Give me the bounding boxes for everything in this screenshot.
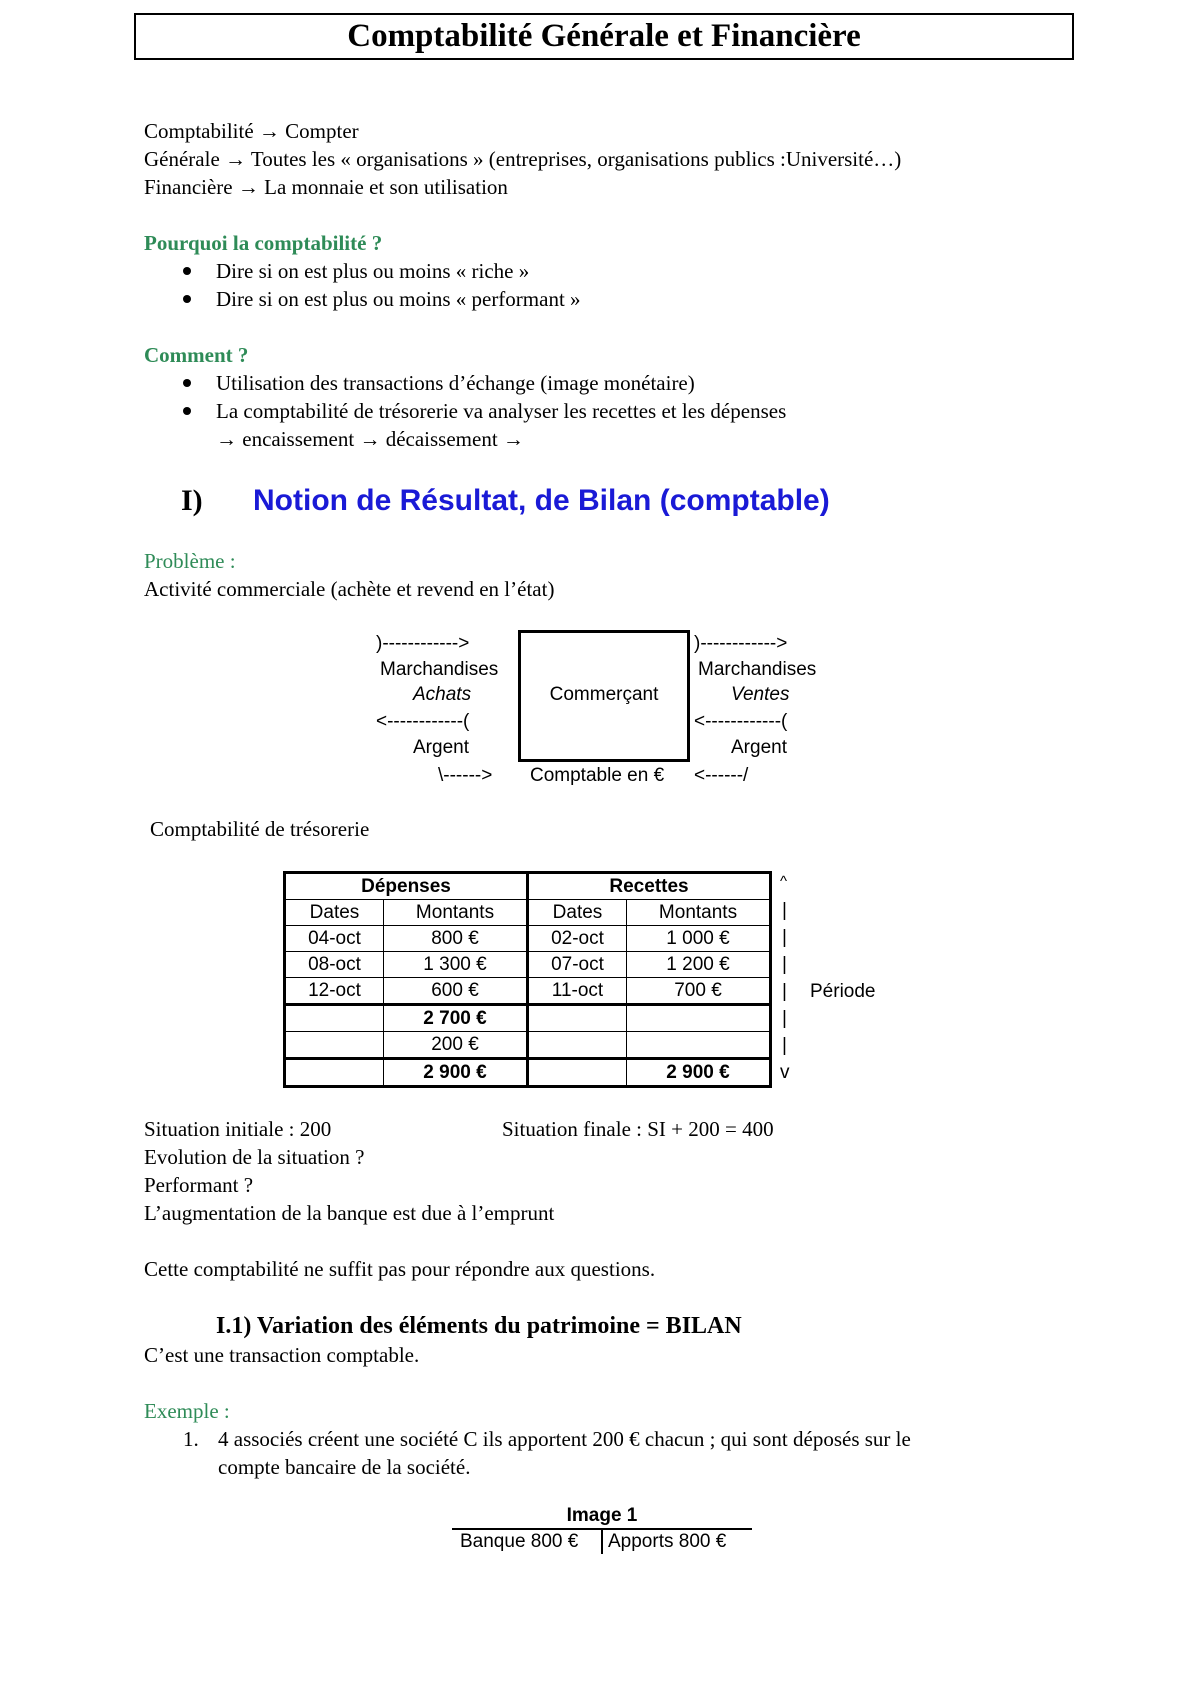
diagram-right-arrow-mid: <------------( <box>694 711 788 732</box>
periode-bar: | <box>782 954 787 975</box>
bullet-icon <box>183 379 191 387</box>
situation-finale: Situation finale : SI + 200 = 400 <box>502 1117 774 1141</box>
header-depenses: Dépenses <box>285 873 528 900</box>
diagram-right-arrow-bottom: <------/ <box>694 765 749 786</box>
cell-total-depenses: 2 700 € <box>384 1005 528 1032</box>
augmentation-text: L’augmentation de la banque est due à l’emprunt <box>144 1201 555 1225</box>
intro-line-1: Comptabilité → Compter <box>144 119 359 143</box>
subsection-title: I.1) Variation des éléments du patrimoine = BILAN <box>216 1313 742 1339</box>
cell-total-final-recettes: 2 900 € <box>627 1059 771 1087</box>
periode-label: Période <box>810 981 876 1002</box>
cell-date: 04-oct <box>285 926 384 952</box>
commercant-label: Commerçant <box>549 684 659 705</box>
exemple-line-1: 4 associés créent une société C ils apportent 200 € chacun ; qui sont déposés sur le <box>218 1427 911 1451</box>
cell-empty <box>627 1005 771 1032</box>
table-row <box>285 1005 771 1032</box>
cell-montant: 600 € <box>384 978 528 1005</box>
periode-bar: | <box>782 1035 787 1056</box>
cell-empty <box>285 1005 384 1032</box>
exemple-label: Exemple : <box>144 1399 230 1423</box>
periode-arrow-bottom: v <box>780 1062 790 1083</box>
evolution-question: Evolution de la situation ? <box>144 1145 365 1169</box>
periode-bar: | <box>782 927 787 948</box>
cell-empty <box>528 1005 627 1032</box>
comment-item-2: La comptabilité de trésorerie va analyser les recettes et les dépenses <box>216 399 787 423</box>
cell-total-final-depenses: 2 900 € <box>384 1059 528 1087</box>
pourquoi-item-2: Dire si on est plus ou moins « performant » <box>216 287 581 311</box>
cell-date: 08-oct <box>285 952 384 978</box>
probleme-label: Problème : <box>144 549 236 573</box>
diagram-left-arrow-bottom: \------> <box>438 765 493 786</box>
diagram-right-label-1: Marchandises <box>698 659 817 680</box>
subheader-montants: Montants <box>384 900 528 926</box>
table-row <box>285 978 771 1005</box>
cell-date: 11-oct <box>528 978 627 1005</box>
intro-line-3: Financière → La monnaie et son utilisation <box>144 175 508 199</box>
conclusion-text: Cette comptabilité ne suffit pas pour répondre aux questions. <box>144 1257 656 1281</box>
exemple-number: 1. <box>183 1427 199 1451</box>
diagram-left-arrow-mid: <------------( <box>376 711 470 732</box>
comment-heading: Comment ? <box>144 343 249 367</box>
image1-title: Image 1 <box>566 1505 638 1526</box>
bullet-icon <box>183 407 191 415</box>
t-account-divider <box>601 1530 603 1554</box>
diagram-left-label-1: Marchandises <box>380 659 499 680</box>
table-row <box>285 952 771 978</box>
table-row <box>285 1059 771 1087</box>
cell-empty <box>528 1032 627 1059</box>
situation-initiale: Situation initiale : 200 <box>144 1117 332 1141</box>
pourquoi-item-1: Dire si on est plus ou moins « riche » <box>216 259 530 283</box>
comment-continuation: → encaissement → décaissement → <box>216 427 524 451</box>
diagram-left-label-3: Argent <box>413 737 469 758</box>
cell-empty <box>528 1059 627 1087</box>
cell-montant: 1 300 € <box>384 952 528 978</box>
cell-date: 07-oct <box>528 952 627 978</box>
tresorerie-label: Comptabilité de trésorerie <box>150 817 370 841</box>
periode-arrow-top: ^ <box>780 873 788 890</box>
t-account-left: Banque 800 € <box>460 1531 579 1552</box>
periode-bar: | <box>782 981 787 1002</box>
header-recettes: Recettes <box>528 873 771 900</box>
cell-montant: 700 € <box>627 978 771 1005</box>
periode-bar: | <box>782 900 787 921</box>
t-account-right: Apports 800 € <box>608 1531 727 1552</box>
cell-empty <box>285 1032 384 1059</box>
table-row <box>285 1032 771 1059</box>
document-title: Comptabilité Générale et Financière <box>134 13 1074 60</box>
performant-question: Performant ? <box>144 1173 254 1197</box>
cell-solde: 200 € <box>384 1032 528 1059</box>
cell-montant: 800 € <box>384 926 528 952</box>
probleme-text: Activité commerciale (achète et revend en l’état) <box>144 577 555 601</box>
subsection-text: C’est une transaction comptable. <box>144 1343 420 1367</box>
bullet-icon <box>183 267 191 275</box>
cell-montant: 1 000 € <box>627 926 771 952</box>
bullet-icon <box>183 295 191 303</box>
subheader-dates: Dates <box>528 900 627 926</box>
cell-date: 02-oct <box>528 926 627 952</box>
cell-empty <box>627 1032 771 1059</box>
diagram-right-arrow-top: )------------> <box>694 633 788 654</box>
periode-bar: | <box>782 1008 787 1029</box>
comment-item-1: Utilisation des transactions d’échange (image monétaire) <box>216 371 695 395</box>
comptable-label: Comptable en € <box>530 765 665 786</box>
subheader-montants: Montants <box>627 900 771 926</box>
diagram-right-label-3: Argent <box>731 737 787 758</box>
diagram-left-label-2: Achats <box>413 684 472 705</box>
cell-date: 12-oct <box>285 978 384 1005</box>
section-title: Notion de Résultat, de Bilan (comptable) <box>253 484 830 517</box>
table-row <box>285 926 771 952</box>
diagram-left-arrow-top: )------------> <box>376 633 470 654</box>
pourquoi-heading: Pourquoi la comptabilité ? <box>144 231 383 255</box>
intro-line-2: Générale → Toutes les « organisations » (entreprises, organisations publics :Université…) <box>144 147 902 171</box>
cell-empty <box>285 1059 384 1087</box>
tresorerie-table <box>283 871 772 1088</box>
cell-montant: 1 200 € <box>627 952 771 978</box>
diagram-right-label-2: Ventes <box>731 684 790 705</box>
exemple-line-2: compte bancaire de la société. <box>218 1455 471 1479</box>
subheader-dates: Dates <box>285 900 384 926</box>
section-number: I) <box>181 484 203 517</box>
